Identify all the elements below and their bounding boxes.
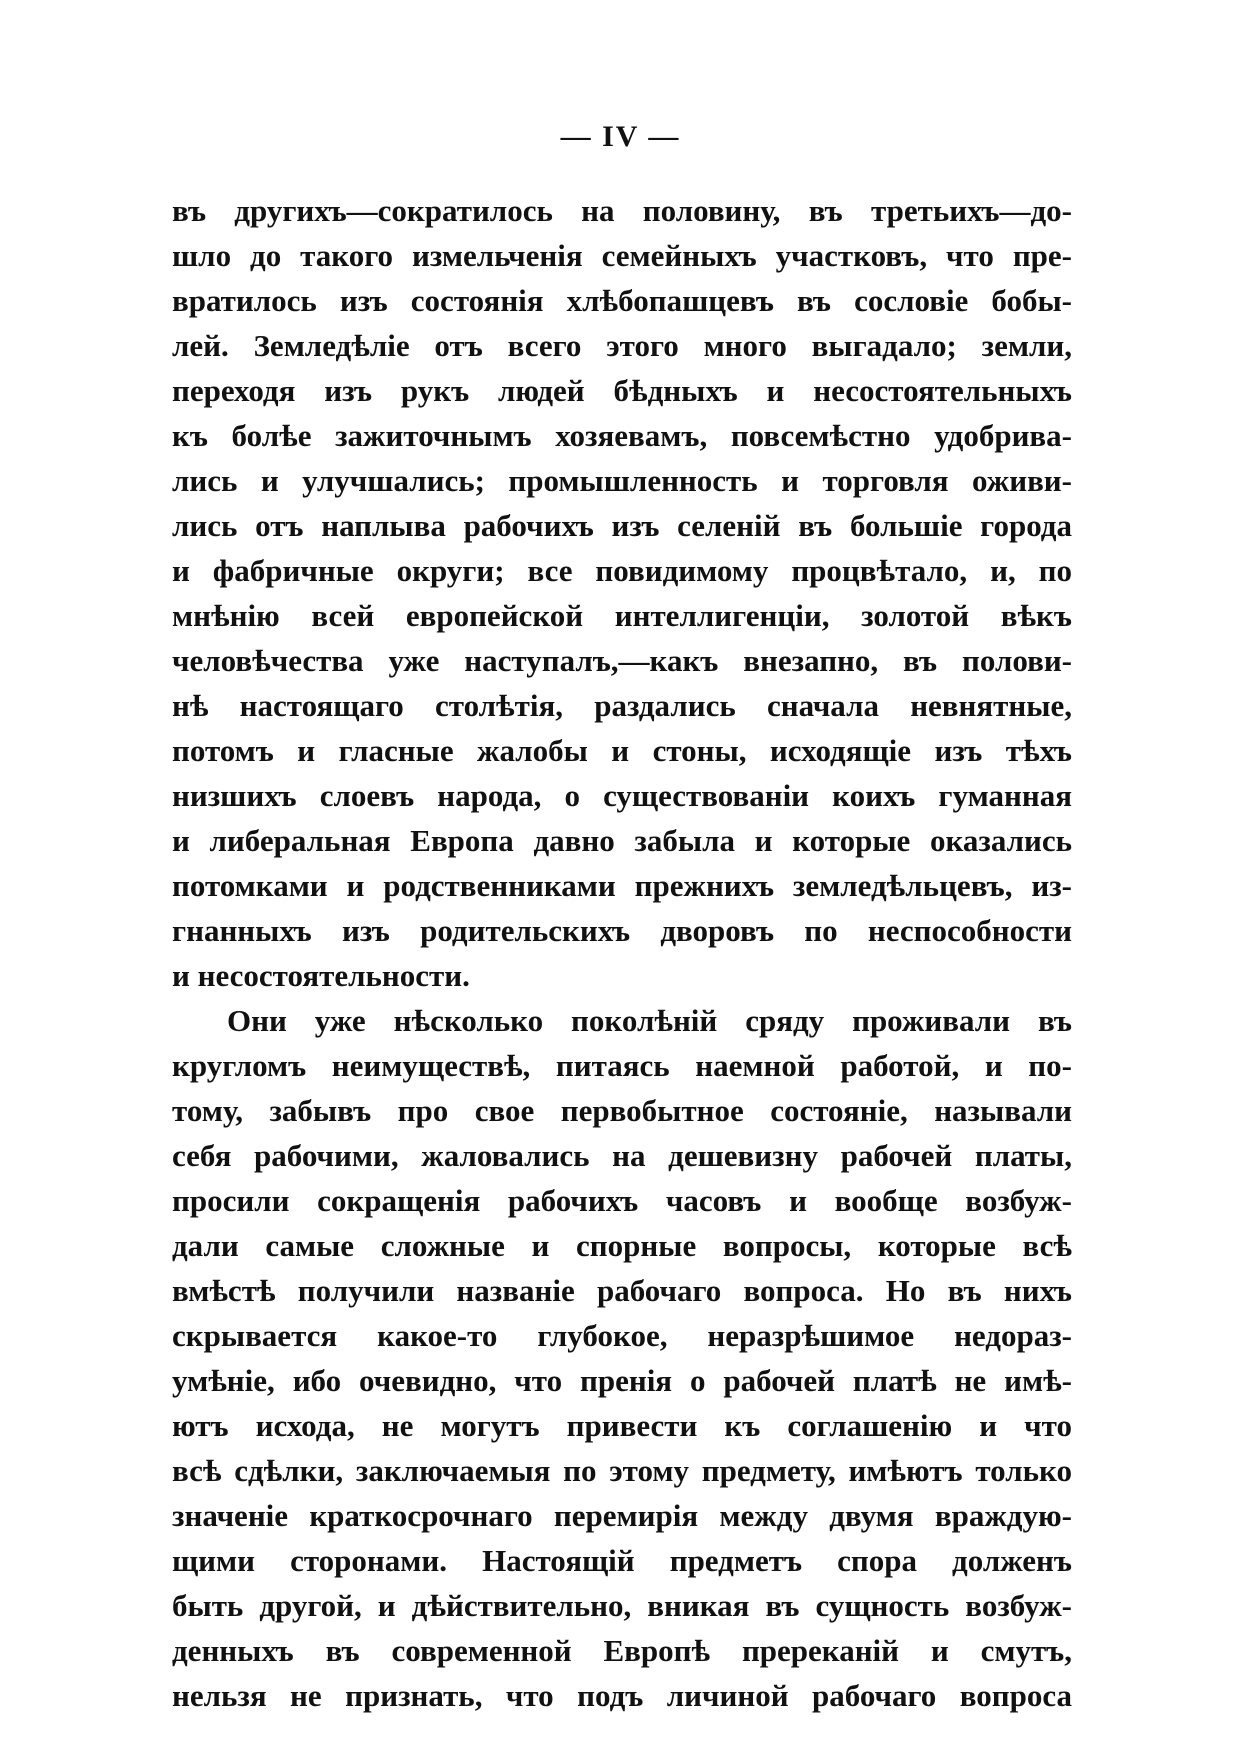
text-line: вратилось изъ состоянія хлѣбопашцевъ въ сословіе бобы-	[172, 283, 1072, 318]
text-line: себя рабочими, жаловались на дешевизну рабочей платы,	[172, 1138, 1072, 1173]
text-line: Они уже нѣсколько поколѣній сряду проживали въ	[227, 1003, 1072, 1038]
paragraph-2	[172, 998, 1072, 1718]
text-line: скрывается какое-то глубокое, неразрѣшимое недораз-	[172, 1318, 1072, 1353]
text-line: дали самые сложные и спорные вопросы, которые всѣ	[172, 1228, 1072, 1263]
text-line: ютъ исхода, не могутъ привести къ соглашенію и что	[172, 1408, 1072, 1443]
text-line: вмѣстѣ получили названіе рабочаго вопроса. Но въ нихъ	[172, 1273, 1072, 1308]
text-line: быть другой, и дѣйствительно, вникая въ сущность возбуж-	[172, 1588, 1072, 1623]
text-line: нѣ настоящаго столѣтія, раздались сначала невнятные,	[172, 688, 1072, 723]
text-line: значеніе краткосрочнаго перемирія между двумя враждую-	[172, 1498, 1072, 1533]
text-line: мнѣнію всей европейской интеллигенціи, золотой вѣкъ	[172, 598, 1072, 633]
text-line: лись и улучшались; промышленность и торговля оживи-	[172, 463, 1072, 498]
page-number: — IV —	[560, 120, 681, 153]
text-line: переходя изъ рукъ людей бѣдныхъ и несостоятельныхъ	[172, 373, 1072, 408]
paragraph-1	[172, 188, 1072, 998]
text-line: кругломъ неимуществѣ, питаясь наемной работой, и по-	[172, 1048, 1072, 1083]
text-line: щими сторонами. Настоящій предметъ спора долженъ	[172, 1543, 1072, 1578]
text-line: лей. Земледѣліе отъ всего этого много выгадало; земли,	[172, 328, 1072, 363]
text-line: лись отъ наплыва рабочихъ изъ селеній въ большіе города	[172, 508, 1072, 543]
text-line: потомъ и гласные жалобы и стоны, исходящіе изъ тѣхъ	[172, 733, 1072, 768]
text-line: человѣчества уже наступалъ,—какъ внезапно, въ полови-	[172, 643, 1072, 678]
text-block	[172, 188, 1072, 1718]
text-line: тому, забывъ про свое первобытное состояніе, называли	[172, 1093, 1072, 1128]
text-line: просили сокращенія рабочихъ часовъ и вообще возбуж-	[172, 1183, 1072, 1218]
text-line: и либеральная Европа давно забыла и которые оказались	[172, 823, 1072, 858]
text-line: и фабричные округи; все повидимому процвѣтало, и, по	[172, 553, 1072, 588]
text-line: гнанныхъ изъ родительскихъ дворовъ по неспособности	[172, 913, 1072, 948]
text-line: и несостоятельности.	[172, 958, 470, 993]
text-line: шло до такого измельченія семейныхъ участковъ, что пре-	[172, 238, 1072, 273]
text-line: низшихъ слоевъ народа, о существованіи коихъ гуманная	[172, 778, 1072, 813]
text-line: всѣ сдѣлки, заключаемыя по этому предмету, имѣютъ только	[172, 1453, 1072, 1488]
text-line: нельзя не признать, что подъ личиной рабочаго вопроса	[172, 1678, 1072, 1713]
text-line: потомками и родственниками прежнихъ земледѣльцевъ, из-	[172, 868, 1072, 903]
text-line: умѣніе, ибо очевидно, что пренія о рабочей платѣ не имѣ-	[172, 1363, 1072, 1398]
text-line: денныхъ въ современной Европѣ пререканій и смутъ,	[172, 1633, 1072, 1668]
text-line: къ болѣе зажиточнымъ хозяевамъ, повсемѣстно удобрива-	[172, 418, 1072, 453]
text-line: въ другихъ—сократилось на половину, въ третьихъ—до-	[172, 193, 1072, 228]
